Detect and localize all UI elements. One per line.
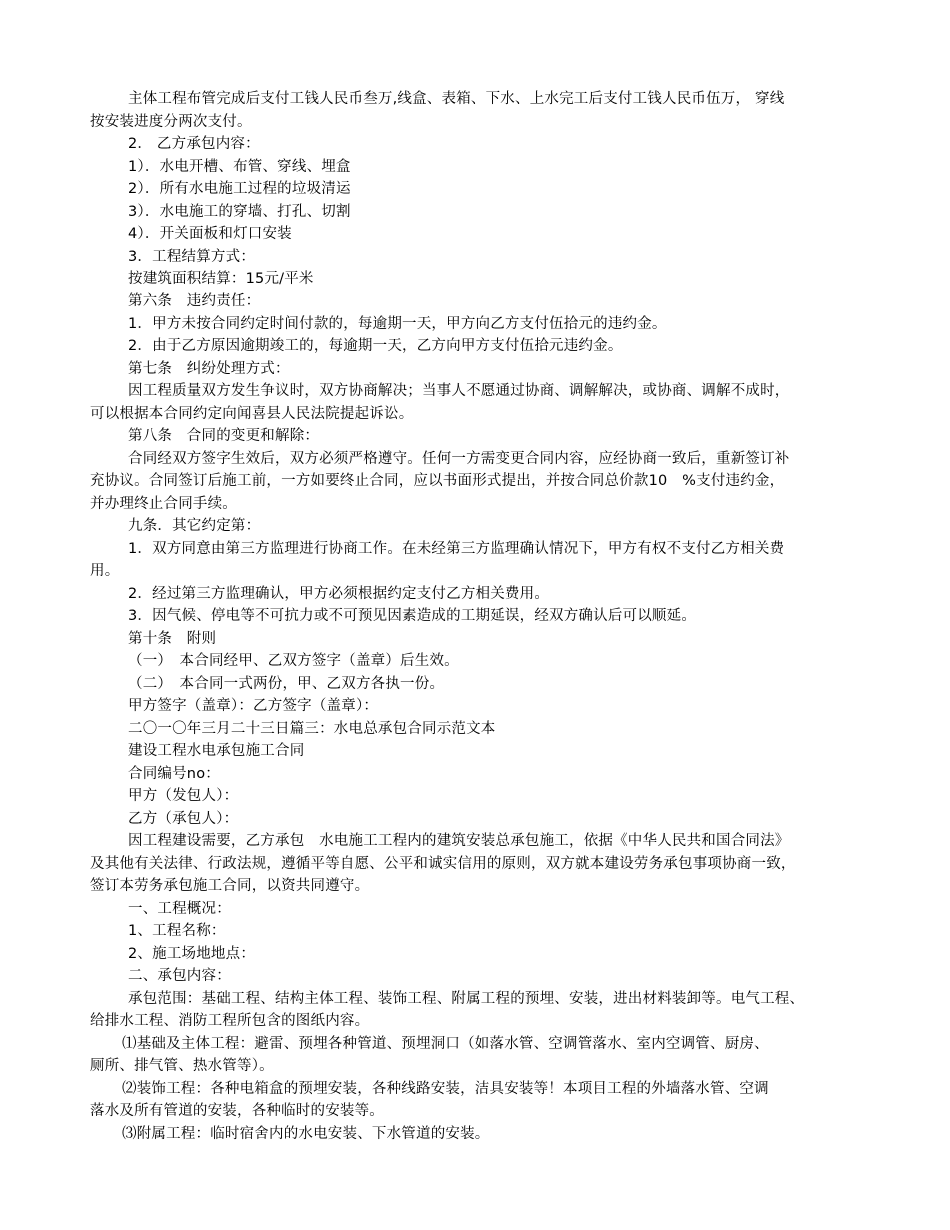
section-heading: 第十条 附则 xyxy=(128,631,217,647)
section-heading: 第七条 纠纷处理方式： xyxy=(128,361,290,377)
text-line: （二） 本合同一式两份，甲、乙双方各执一份。 xyxy=(128,676,445,692)
text-line: 3．因气候、停电等不可抗力或不可预见因素造成的工期延误，经双方确认后可以顺延。 xyxy=(128,608,697,624)
text-line: 1）．水电开槽、布管、穿线、埋盒 xyxy=(128,159,351,175)
text-line: 主体工程布管完成后支付工钱人民币叁万,线盒、表箱、下水、上水完工后支付工钱人民币伍万， 穿线 xyxy=(128,91,785,107)
section-heading: 九条．其它约定第： xyxy=(128,518,261,534)
section-heading: 第八条 合同的变更和解除： xyxy=(128,428,320,444)
text-line: 1、工程名称： xyxy=(128,923,226,939)
text-line: 1．双方同意由第三方监理进行协商工作。在未经第三方监理确认情况下，甲方有权不支付乙方相关费 xyxy=(128,541,785,557)
text-line: 2）．所有水电施工过程的垃圾清运 xyxy=(128,181,351,197)
text-line: 按安装进度分两次支付。 xyxy=(90,114,252,130)
text-line: 厕所、排气管、热水管等）。 xyxy=(90,1058,274,1074)
text-line: 用。 xyxy=(90,563,120,579)
text-line: ⑴基础及主体工程：避雷、预埋各种管道、预埋洞口（如落水管、空调管落水、室内空调管、厨房、 xyxy=(122,1036,769,1052)
text-line: 2．由于乙方原因逾期竣工的，每逾期一天，乙方向甲方支付伍拾元违约金。 xyxy=(128,338,623,354)
signature-line: 甲方签字（盖章）：乙方签字（盖章）： xyxy=(128,698,379,714)
text-line: 合同经双方签字生效后，双方必须严格遵守。任何一方需变更合同内容，应经协商一致后，重新签订补 xyxy=(128,451,790,467)
section-heading: 二、承包内容： xyxy=(128,968,231,984)
text-line: 承包范围：基础工程、结构主体工程、装饰工程、附属工程的预埋、安装，进出材料装卸等。电气工程、 xyxy=(128,991,805,1007)
text-line: 充协议。合同签订后施工前，一方如要终止合同，应以书面形式提出，并按合同总价款10 %支付违约金， xyxy=(90,473,785,489)
section-heading: 第六条 违约责任： xyxy=(128,293,261,309)
section-heading: 一、工程概况： xyxy=(128,901,231,917)
text-line: 4）．开关面板和灯口安装 xyxy=(128,226,292,242)
text-line: 3．工程结算方式： xyxy=(128,249,256,265)
text-line: 2． 乙方承包内容： xyxy=(128,136,260,152)
text-line: 并办理终止合同手续。 xyxy=(90,496,237,512)
text-line: 落水及所有管道的安装，各种临时的安装等。 xyxy=(90,1103,384,1119)
text-line: 2．经过第三方监理确认，甲方必须根据约定支付乙方相关费用。 xyxy=(128,586,550,602)
text-line: ⑵装饰工程：各种电箱盒的预埋安装，各种线路安装，洁具安装等！本项目工程的外墙落水管、空调 xyxy=(122,1081,769,1097)
party-b: 乙方（承包人）： xyxy=(128,811,239,827)
text-line: （一） 本合同经甲、乙双方签字（盖章）后生效。 xyxy=(128,653,459,669)
date-line: 二〇一〇年三月二十三日篇三：水电总承包合同示范文本 xyxy=(128,721,496,737)
text-line: 因工程质量双方发生争议时，双方协商解决；当事人不愿通过协商、调解解决，或协商、调解不成时， xyxy=(128,383,790,399)
text-line: 给排水工程、消防工程所包含的图纸内容。 xyxy=(90,1013,370,1029)
text-line: ⑶附属工程：临时宿舍内的水电安装、下水管道的安装。 xyxy=(122,1126,490,1142)
text-line: 按建筑面积结算：15元/平米 xyxy=(128,271,314,287)
party-a: 甲方（发包人）： xyxy=(128,788,239,804)
document-title: 建设工程水电承包施工合同 xyxy=(128,743,305,759)
text-line: 签订本劳务承包施工合同，以资共同遵守。 xyxy=(90,878,370,894)
contract-number: 合同编号no： xyxy=(128,766,220,782)
text-line: 3）．水电施工的穿墙、打孔、切割 xyxy=(128,204,351,220)
text-line: 1．甲方未按合同约定时间付款的，每逾期一天，甲方向乙方支付伍拾元的违约金。 xyxy=(128,316,667,332)
text-line: 2、施工场地地点： xyxy=(128,946,256,962)
text-line: 可以根据本合同约定向闻喜县人民法院提起诉讼。 xyxy=(90,406,414,422)
text-line: 因工程建设需要，乙方承包 水电施工工程内的建筑安装总承包施工，依据《中华人民共和国合同法》 xyxy=(128,833,790,849)
text-line: 及其他有关法律、行政法规，遵循平等自愿、公平和诚实信用的原则，双方就本建设劳务承包事项协商一致， xyxy=(90,856,796,872)
